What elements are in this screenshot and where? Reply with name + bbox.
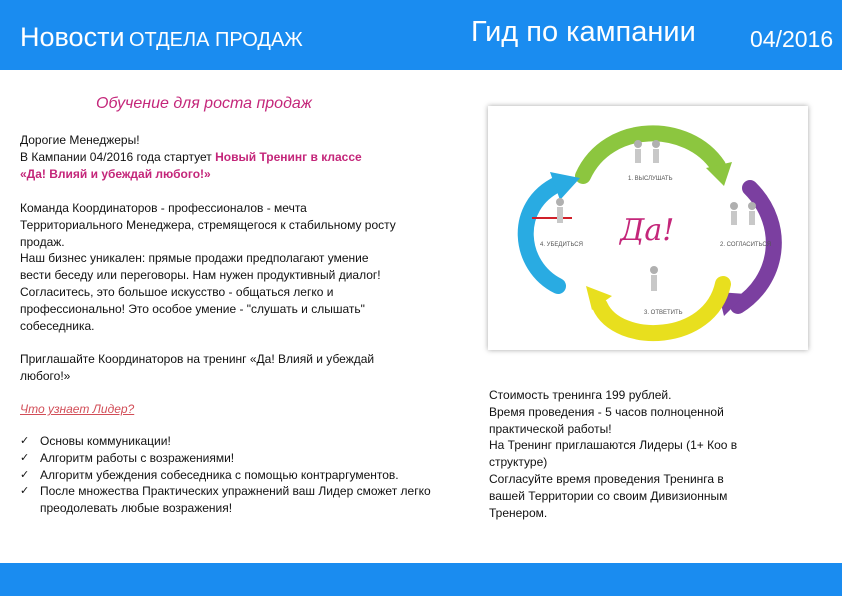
header-bar	[0, 0, 842, 70]
check-icon: ✓	[20, 485, 30, 498]
list-item-text: Основы коммуникации!	[40, 434, 171, 448]
list-item	[20, 483, 465, 517]
arrow-yellow	[600, 284, 723, 333]
body-line: Наш бизнес уникален: прямые продажи предполагают умение	[20, 251, 369, 266]
arrow-green	[583, 133, 718, 176]
intro-training-title: «Да! Влияй и убеждай любого!»	[20, 166, 211, 181]
intro-greeting: Дорогие Менеджеры!	[20, 133, 140, 147]
detail-line: практической работы!	[489, 421, 612, 436]
invite-paragraph	[20, 351, 465, 385]
body-line: продаж.	[20, 234, 65, 249]
body-paragraph	[20, 200, 465, 334]
detail-line: Согласуйте время проведения Тренинга в	[489, 471, 724, 486]
list-item	[20, 433, 465, 450]
intro-training-name: Новый Тренинг в классе	[215, 149, 362, 164]
detail-line: Время проведения - 5 часов полноценной	[489, 404, 724, 419]
newsletter-title	[20, 22, 303, 53]
step-label: 4. УБЕДИТЬСЯ	[540, 242, 583, 248]
arrow-blue	[526, 184, 558, 286]
body-line: собеседника.	[20, 318, 95, 333]
check-icon: ✓	[20, 468, 30, 481]
center-yes-text: Да!	[620, 213, 675, 248]
body-line: Согласитесь, это большое искусство - общаться легко и	[20, 284, 334, 299]
body-line: Команда Координаторов - профессионалов - мечта	[20, 201, 307, 215]
listen-figures-icon	[634, 140, 660, 163]
cycle-graphic	[488, 106, 808, 350]
list-item-text: Алгоритм убеждения собеседника с помощью контраргументов.	[40, 467, 399, 482]
intro-paragraph	[20, 132, 465, 182]
list-item	[20, 450, 465, 467]
detail-line: Стоимость тренинга 199 рублей.	[489, 388, 672, 402]
invite-line: любого!»	[20, 368, 71, 383]
detail-line: структуре)	[489, 455, 548, 470]
handshake-figures-icon	[730, 202, 756, 225]
list-item	[20, 467, 465, 484]
invite-line: Приглашайте Координаторов на тренинг «Да! Влияй и убеждай	[20, 352, 375, 366]
step-label: 3. ОТВЕТИТЬ	[644, 310, 683, 316]
title-big: Новости	[20, 22, 125, 52]
persuasion-cycle-diagram	[488, 106, 808, 350]
body-line: вести беседу или переговоры. Нам нужен продуктивный диалог!	[20, 268, 381, 283]
campaign-date: 04/2016	[750, 26, 834, 52]
training-details	[489, 387, 789, 521]
detail-line: вашей Территории со своим Дивизионным	[489, 488, 728, 503]
campaign-guide-title: Гид по кампании	[471, 16, 696, 48]
intro-line2	[20, 149, 465, 166]
detail-line: Тренером.	[489, 505, 548, 520]
answer-figure-icon	[650, 266, 658, 291]
footer-bar	[0, 563, 842, 596]
learn-question: Что узнает Лидер?	[20, 402, 135, 416]
step-label: 1. ВЫСЛУШАТЬ	[628, 176, 673, 182]
section-title: Обучение для роста продаж	[96, 95, 312, 112]
body-line: Территориального Менеджера, стремящегося к стабильному росту	[20, 217, 396, 232]
check-icon: ✓	[20, 451, 30, 464]
body-line: профессионально! Это особое умение - "слушать и слышать"	[20, 301, 365, 316]
list-item-text: После множества Практических упражнений ваш Лидер сможет легко преодолевать любые возражения!	[40, 484, 431, 516]
step-label: 2. СОГЛАСИТЬСЯ	[720, 242, 772, 248]
detail-line: На Тренинг приглашаются Лидеры (1+ Коо в	[489, 438, 738, 453]
intro-line2-prefix: В Кампании 04/2016 года стартует	[20, 149, 212, 164]
list-item-text: Алгоритм работы с возражениями!	[40, 450, 235, 465]
learn-list	[20, 433, 465, 517]
check-icon: ✓	[20, 435, 30, 447]
title-small: ОТДЕЛА ПРОДАЖ	[128, 29, 303, 51]
